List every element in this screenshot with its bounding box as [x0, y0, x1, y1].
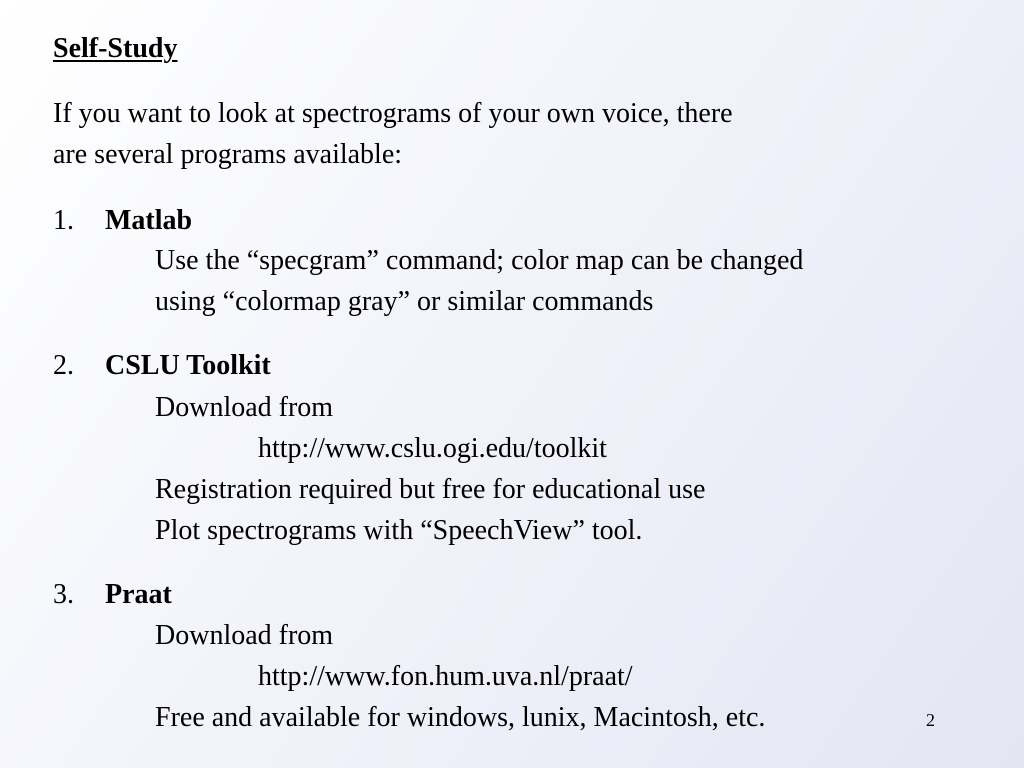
intro-text-line-2: are several programs available:	[53, 139, 403, 170]
item-3-line-1: Download from	[155, 620, 334, 651]
item-1-line-2: using “colormap gray” or similar commands	[155, 286, 654, 317]
item-number-2: 2.	[53, 350, 74, 381]
item-heading-cslu-toolkit: CSLU Toolkit	[105, 350, 271, 381]
item-2-line-1: Download from	[155, 392, 334, 423]
page-number: 2	[926, 710, 935, 730]
item-number-1: 1.	[53, 205, 74, 236]
intro-text-line-1: If you want to look at spectrograms of your own voice, there	[53, 98, 733, 129]
item-3-line-3: Free and available for windows, lunix, Macintosh, etc.	[155, 702, 766, 733]
item-2-url[interactable]: http://www.cslu.ogi.edu/toolkit	[258, 433, 607, 464]
item-3-url[interactable]: http://www.fon.hum.uva.nl/praat/	[258, 661, 633, 692]
slide-title: Self-Study	[53, 33, 178, 64]
item-2-line-4: Plot spectrograms with “SpeechView” tool.	[155, 515, 643, 546]
item-2-line-3: Registration required but free for educational use	[155, 474, 706, 505]
item-heading-praat: Praat	[105, 579, 172, 610]
item-number-3: 3.	[53, 579, 74, 610]
item-heading-matlab: Matlab	[105, 205, 193, 236]
item-1-line-1: Use the “specgram” command; color map can be changed	[155, 245, 804, 276]
